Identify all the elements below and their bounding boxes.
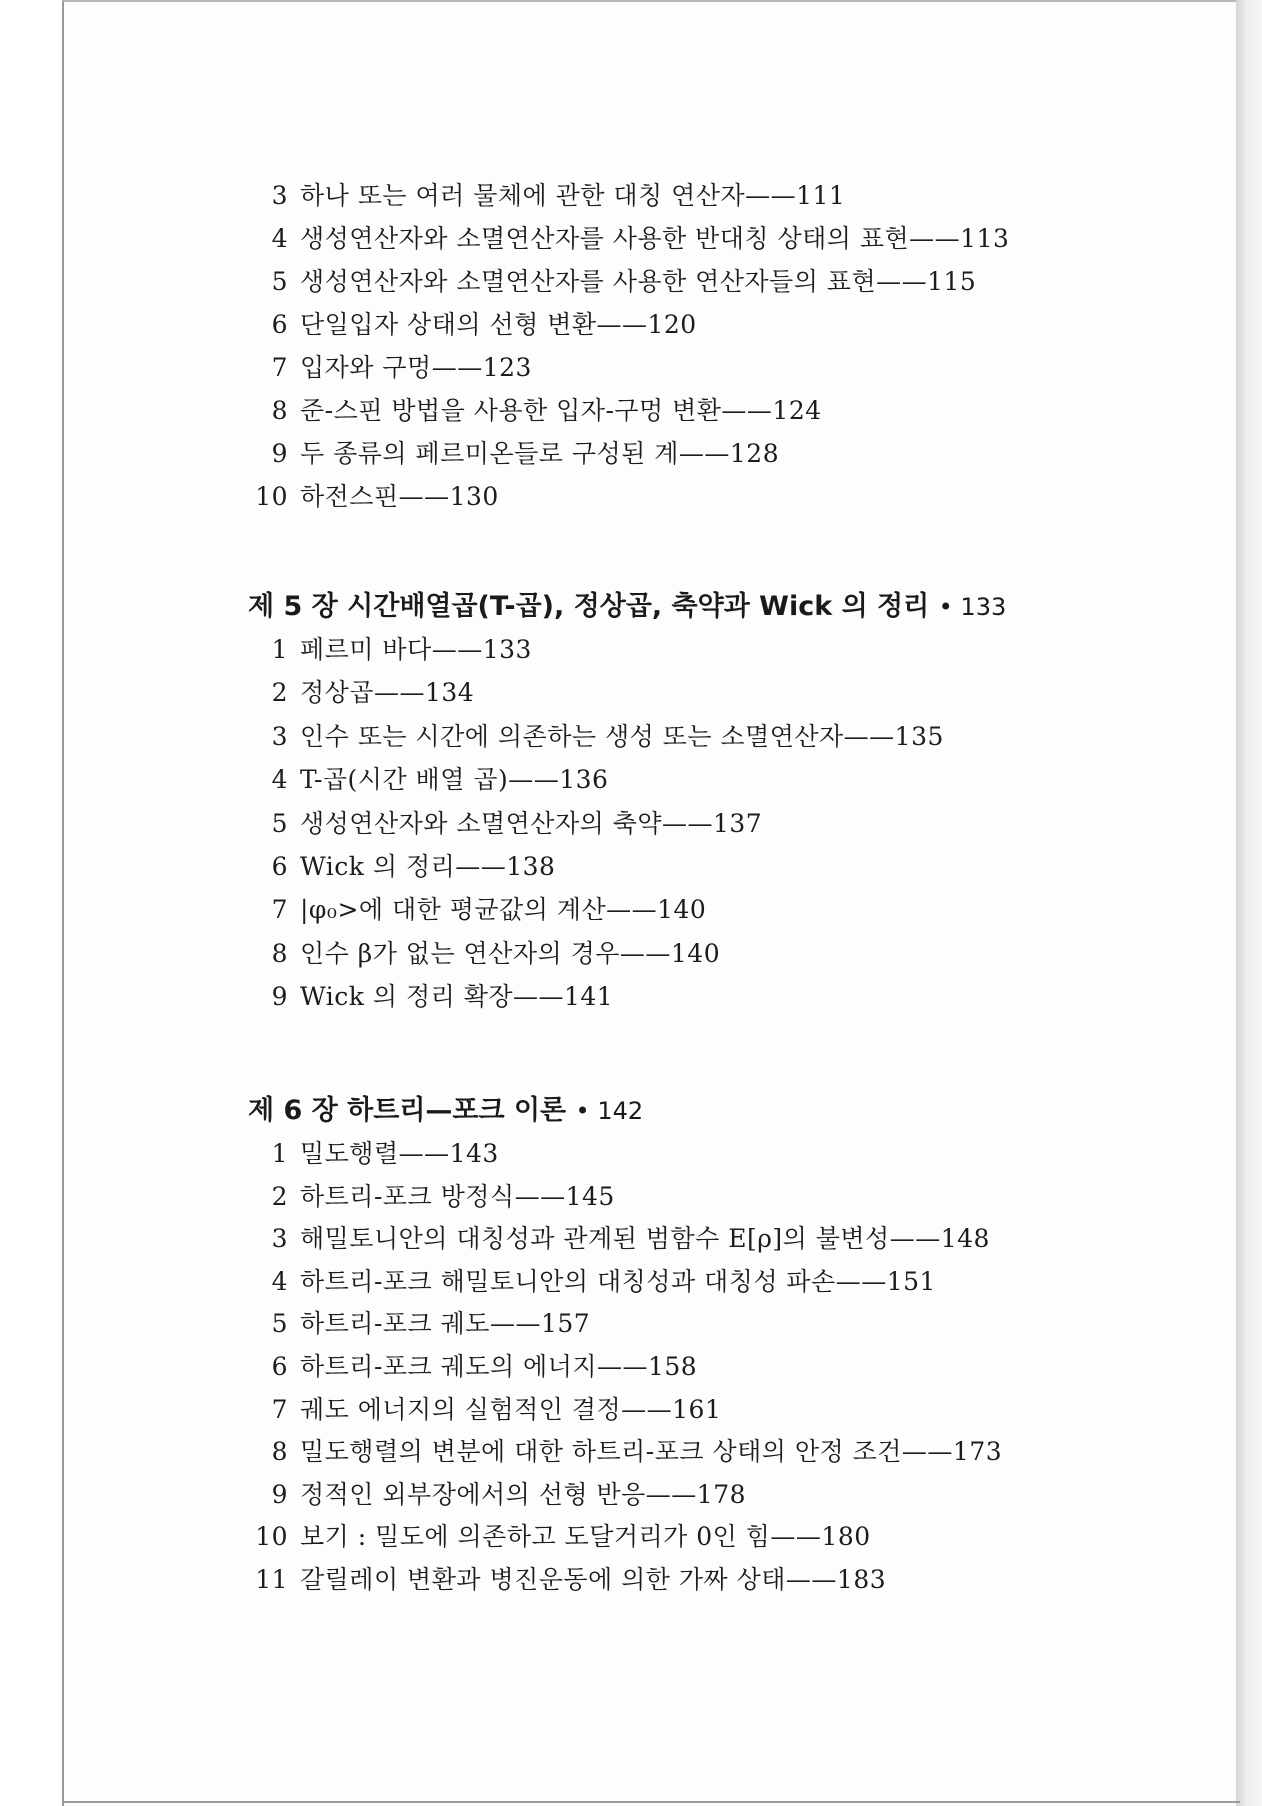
entry-number: 7 [271, 1394, 288, 1424]
entry-number: 2 [271, 1181, 288, 1211]
entry-number: 4 [271, 1266, 288, 1296]
entry-number: 8 [271, 1437, 288, 1467]
entry-number: 3 [271, 721, 288, 751]
chapter-heading [248, 590, 1006, 624]
entry-number: 3 [271, 1224, 288, 1254]
entry-number: 5 [271, 808, 288, 838]
entry-number: 7 [271, 895, 288, 925]
chapter-title: 제 5 장 시간배열곱(T-곱), 정상곱, 축약과 Wick 의 정리 [248, 591, 930, 622]
entry-number: 9 [271, 982, 288, 1012]
entry-title: 인수 또는 시간에 의존하는 생성 또는 소멸연산자——135 [300, 721, 944, 751]
chapter-heading [248, 1094, 643, 1128]
entry-title: 두 종류의 페르미온들로 구성된 계——128 [300, 439, 780, 468]
entry-number: 6 [271, 852, 288, 881]
entry-title: |φ₀>에 대한 평균값의 계산——140 [300, 895, 707, 925]
entry-title: 보기 : 밀도에 의존하고 도달거리가 0인 힘——180 [300, 1522, 871, 1552]
entry-number: 8 [271, 938, 288, 968]
entry-title: 갈릴레이 변환과 병진운동에 의한 가짜 상태——183 [300, 1565, 887, 1594]
entry-title: 생성연산자와 소멸연산자를 사용한 반대칭 상태의 표현——113 [300, 224, 1010, 253]
entry-title: T-곱(시간 배열 곱)——136 [300, 765, 609, 795]
entry-number: 10 [255, 482, 288, 511]
entry-number: 5 [271, 1309, 288, 1339]
entry-title: 입자와 구멍——123 [300, 353, 532, 382]
entry-title: 준-스핀 방법을 사용한 입자-구멍 변환——124 [300, 396, 822, 425]
entry-title: 인수 β가 없는 연산자의 경우——140 [300, 938, 721, 968]
entry-title: Wick 의 정리——138 [300, 852, 556, 881]
entry-title: 궤도 에너지의 실험적인 결정——161 [300, 1394, 722, 1424]
entry-number: 9 [271, 439, 288, 468]
entry-number: 4 [271, 765, 288, 795]
entry-number: 7 [271, 353, 288, 382]
entry-title: Wick 의 정리 확장——141 [300, 982, 614, 1012]
page-edge [1236, 0, 1262, 1806]
entry-number: 1 [271, 635, 288, 664]
entry-title: 하전스핀——130 [300, 482, 499, 511]
entry-title: 밀도행렬——143 [300, 1139, 499, 1168]
entry-number: 9 [271, 1479, 288, 1509]
entry-number: 8 [271, 396, 288, 425]
entry-title: 단일입자 상태의 선형 변환——120 [300, 310, 697, 339]
entry-number: 6 [271, 310, 288, 339]
entry-title: 생성연산자와 소멸연산자의 축약——137 [300, 808, 763, 838]
entry-number: 6 [271, 1352, 288, 1381]
entry-number: 11 [255, 1565, 288, 1594]
entry-number: 1 [271, 1139, 288, 1168]
entry-number: 4 [271, 224, 288, 253]
entry-title: 하나 또는 여러 물체에 관한 대칭 연산자——111 [300, 181, 846, 210]
chapter-page: • 133 [938, 593, 1007, 621]
entry-title: 정상곱——134 [300, 678, 475, 708]
entry-number: 10 [255, 1522, 288, 1552]
entry-number: 3 [271, 181, 288, 210]
entry-title: 페르미 바다——133 [300, 635, 532, 664]
entry-title: 밀도행렬의 변분에 대한 하트리-포크 상태의 안정 조건——173 [300, 1437, 1003, 1467]
entry-title: 하트리-포크 해밀토니안의 대칭성과 대칭성 파손——151 [300, 1266, 936, 1296]
entry-title: 정적인 외부장에서의 선형 반응——178 [300, 1479, 747, 1509]
entry-title: 하트리-포크 궤도의 에너지——158 [300, 1352, 698, 1381]
page-bottom-border [62, 1801, 1240, 1803]
entry-title: 해밀토니안의 대칭성과 관계된 범함수 E[ρ]의 불변성——148 [300, 1224, 990, 1254]
chapter-page: • 142 [575, 1097, 644, 1125]
entry-title: 생성연산자와 소멸연산자를 사용한 연산자들의 표현——115 [300, 267, 977, 296]
entry-title: 하트리-포크 궤도——157 [300, 1309, 591, 1339]
entry-number: 5 [271, 267, 288, 296]
entry-title: 하트리-포크 방정식——145 [300, 1181, 615, 1211]
entry-number: 2 [271, 678, 288, 708]
chapter-title: 제 6 장 하트리—포크 이론 [248, 1095, 567, 1126]
